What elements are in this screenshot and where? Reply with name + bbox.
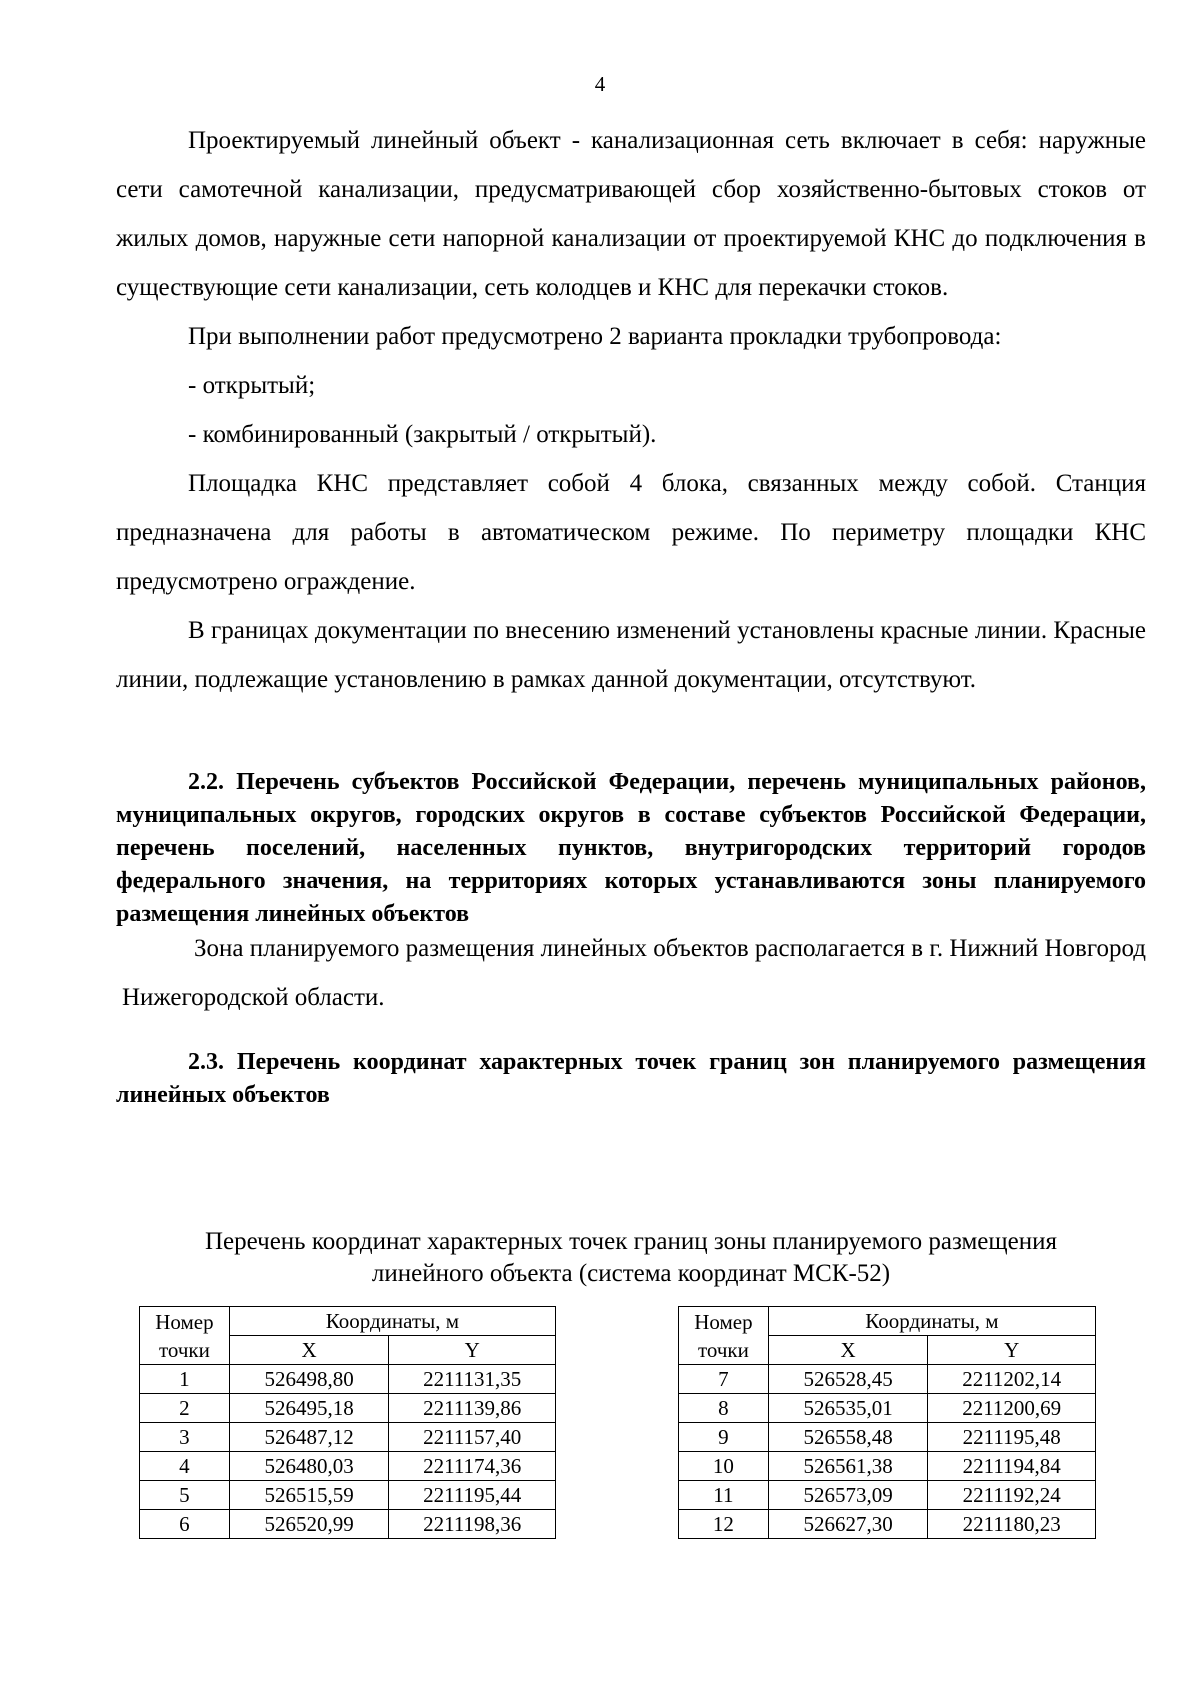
list-item-combined: - комбинированный (закрытый / открытый). — [188, 421, 657, 448]
paragraph-work-variants: При выполнении работ предусмотрено 2 варианта прокладки трубопровода: — [188, 323, 1002, 350]
table-header-row — [679, 1307, 1096, 1336]
table-row: 11 526573,09 2211192,24 — [679, 1481, 1096, 1510]
header-y: Y — [389, 1336, 556, 1365]
page-number: 4 — [594, 72, 606, 96]
coordinates-table-left — [139, 1306, 556, 1539]
table-row: 3 526487,12 2211157,40 — [140, 1423, 556, 1452]
table-row: 2 526495,18 2211139,86 — [140, 1394, 556, 1423]
list-item-open: - открытый; — [188, 372, 316, 399]
table-caption-line-1: Перечень координат характерных точек границ зоны планируемого размещения — [205, 1228, 1057, 1255]
table-row: 5 526515,59 2211195,44 — [140, 1481, 556, 1510]
paragraph-red-lines: В границах документации по внесению изменений установлены красные линии. Красные линии, подлежащие установлению в рамках данной документации, отсутствуют. — [116, 617, 1146, 693]
table-row: 12 526627,30 2211180,23 — [679, 1510, 1096, 1539]
table-row: 7 526528,45 2211202,14 — [679, 1365, 1096, 1394]
section-2-2-heading — [116, 766, 1146, 931]
table-row: 8 526535,01 2211200,69 — [679, 1394, 1096, 1423]
section-2-3-heading — [116, 1046, 1146, 1112]
header-coordinates: Координаты, м — [229, 1307, 555, 1336]
header-x: X — [768, 1336, 928, 1365]
section-2-3-number: 2.3. — [188, 1049, 224, 1075]
section-2-2-number: 2.2. — [188, 769, 224, 795]
header-y: Y — [928, 1336, 1096, 1365]
section-2-3-title: Перечень координат характерных точек границ зон планируемого размещения линейных объектов — [116, 1049, 1147, 1108]
table-row: 6 526520,99 2211198,36 — [140, 1510, 556, 1539]
table-row: 9 526558,48 2211195,48 — [679, 1423, 1096, 1452]
header-point-number: Номер точки — [679, 1307, 769, 1365]
table-row: 10 526561,38 2211194,84 — [679, 1452, 1096, 1481]
paragraph-linear-object: Проектируемый линейный объект - канализационная сеть включает в себя: наружные сети самотечной канализации, предусматривающей сбор хозяйственно-бытовых стоков от жилых домов, наружные сети напорной канализации от проектируемой КНС до подключения в существующие сети канализации, сеть колодцев и КНС для перекачки стоков. — [116, 127, 1146, 301]
table-row: 4 526480,03 2211174,36 — [140, 1452, 556, 1481]
section-2-2-text: Зона планируемого размещения линейных объектов располагается в г. Нижний Новгород Нижегородской области. — [122, 935, 1146, 1011]
table-caption-line-2: линейного объекта (система координат МСК-52) — [371, 1260, 891, 1287]
header-point-number: Номер точки — [140, 1307, 230, 1365]
section-2-2-title: Перечень субъектов Российской Федерации, перечень муниципальных районов, муниципальных округов, городских округов в составе субъектов Российской Федерации, перечень поселений, населенных пунктов, внутригородских территорий городов федерального значения, на территориях которых устанавливаются зоны планируемого размещения линейных объектов — [116, 769, 1146, 927]
coordinates-table-right — [678, 1306, 1096, 1539]
paragraph-kns-site: Площадка КНС представляет собой 4 блока, связанных между собой. Станция предназначена для работы в автоматическом режиме. По периметру площадки КНС предусмотрено ограждение. — [116, 470, 1146, 595]
intro-text — [116, 116, 1146, 704]
table-header-row — [140, 1307, 556, 1336]
header-x: X — [229, 1336, 389, 1365]
table-row: 1 526498,80 2211131,35 — [140, 1365, 556, 1394]
header-coordinates: Координаты, м — [768, 1307, 1095, 1336]
table-caption — [116, 1226, 1146, 1290]
